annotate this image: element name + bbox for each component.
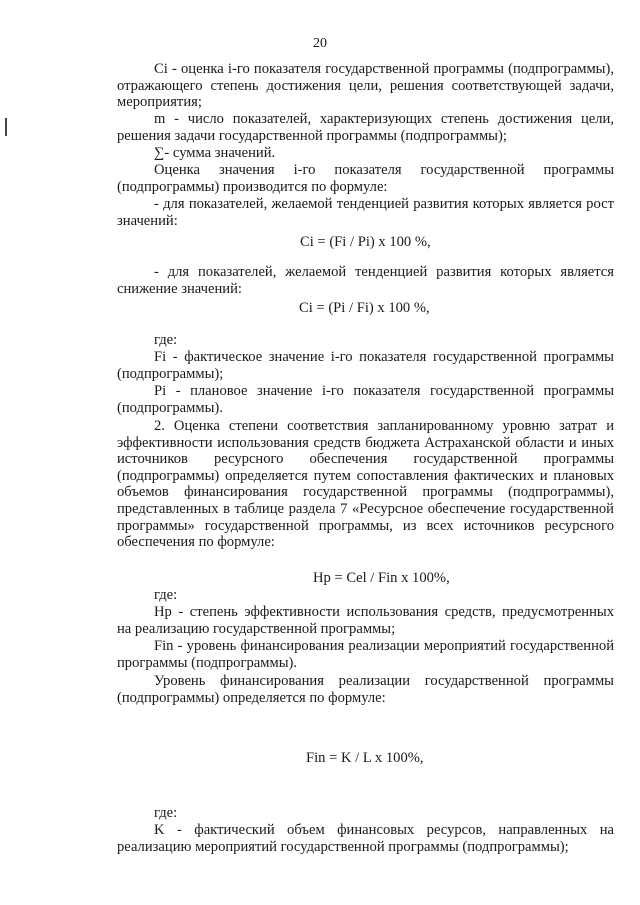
formula-decline: Ci = (Pi / Fi) x 100 %, [299,300,430,316]
hp-definition: Hp - степень эффективности использования средств, предусмотренных на реализацию государственной программы; [117,604,614,637]
growth-case: - для показателей, желаемой тенденцией развития которых является рост значений: [117,196,614,229]
formula-growth: Ci = (Fi / Pi) x 100 %, [300,234,431,250]
formula-fin: Fin = K / L x 100%, [306,750,424,766]
ci-definition: Ci - оценка i-го показателя государственной программы (подпрограммы), отражающего степень достижения цели, решения соответствующей задачи, мероприятия; [117,61,614,111]
k-definition: K - фактический объем финансовых ресурсов, направленных на реализацию мероприятий государственной программы (подпрограммы); [117,822,614,855]
where-label-2: где: [154,587,178,603]
ci-intro: Оценка значения i-го показателя государственной программы (подпрограммы) производится по формуле: [117,162,614,195]
page-number: 20 [313,36,327,51]
fin-intro: Уровень финансирования реализации государственной программы (подпрограммы) определяется по формуле: [117,673,614,706]
sum-definition: ∑- сумма значений. [154,145,276,161]
fin-definition: Fin - уровень финансирования реализации мероприятий государственной программы (подпрограммы). [117,638,614,671]
decline-case: - для показателей, желаемой тенденцией развития которых является снижение значений: [117,264,614,297]
pi-definition: Pi - плановое значение i-го показателя государственной программы (подпрограммы). [117,383,614,416]
formula-hp: Hp = Cel / Fin x 100%, [313,570,450,586]
section-2-paragraph: 2. Оценка степени соответствия запланированному уровню затрат и эффективности использования средств бюджета Астраханской области и иных источников ресурсного обеспечения государственной программы (подпрограммы) определяется путем сопоставления фактических и плановых объемов финансирования государственной программы (подпрограммы), представленных в таблице раздела 7 «Ресурсное обеспечение государственной программы» государственной программы, из всех источников ресурсного обеспечения по формуле: [117,418,614,551]
where-label-1: где: [154,332,178,348]
m-definition: m - число показателей, характеризующих степень достижения цели, решения задачи государственной программы (подпрограммы); [117,111,614,144]
fi-definition: Fi - фактическое значение i-го показателя государственной программы (подпрограммы); [117,349,614,382]
scan-margin-mark [5,118,7,136]
where-label-3: где: [154,805,178,821]
